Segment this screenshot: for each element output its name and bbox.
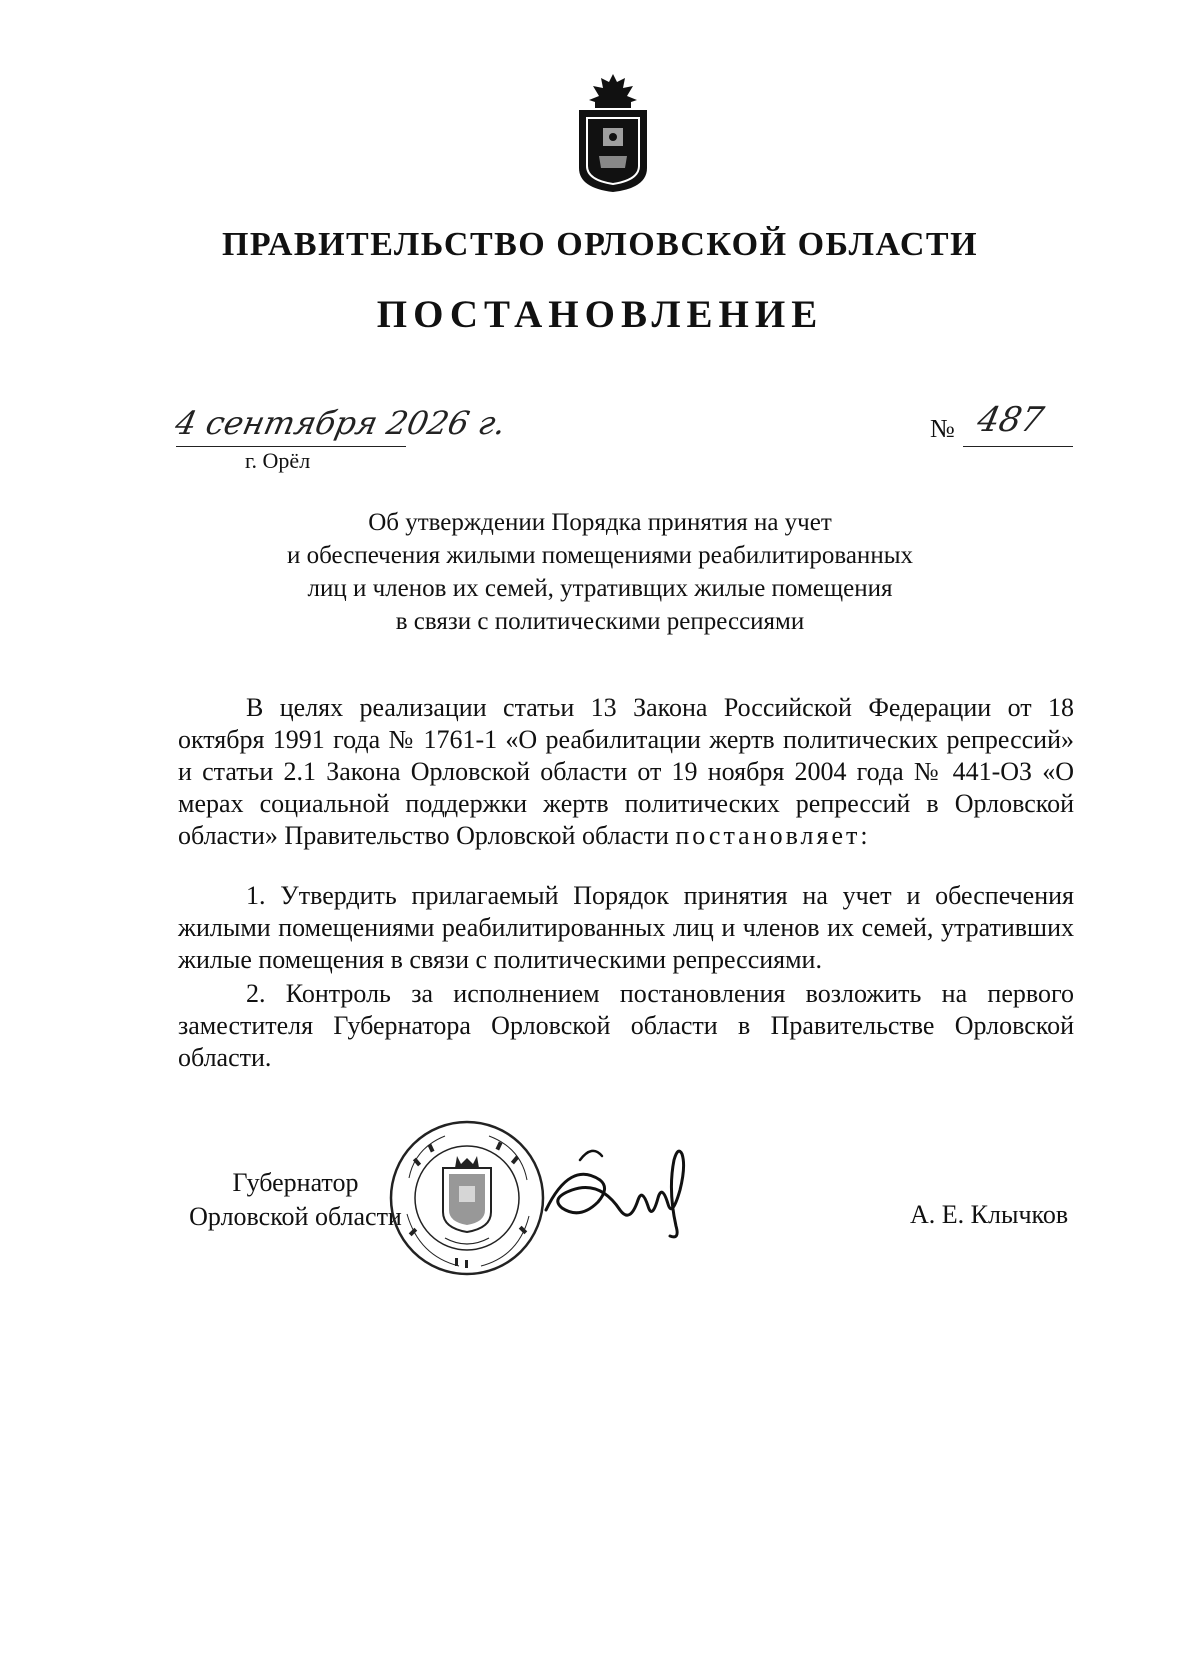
number-underline [963, 446, 1073, 447]
handwritten-date: 4 сентября 2026 г. [171, 404, 510, 442]
role-line: Губернатор [232, 1168, 359, 1197]
subject-line: и обеспечения жилыми помещениями реабилитированных [287, 542, 913, 569]
official-stamp [385, 1118, 550, 1278]
decree-word: постановляет: [675, 821, 871, 850]
item-2-paragraph [178, 978, 1074, 1074]
item-2-text: 2. Контроль за исполнением постановления возложить на первого заместителя Губернатора Орловской области в Правительстве Орловской области. [178, 979, 1074, 1072]
preamble-text: В целях реализации статьи 13 Закона Российской Федерации от 18 октября 1991 года № 1761-1 «О реабилитации жертв политических репрессий» и статьи 2.1 Закона Орловской области от 19 ноября 2004 года № 441-ОЗ «О мерах социальной поддержки жертв политических репрессий в Орловской области» Правительство Орловской области [178, 693, 1074, 850]
city-label: г. Орёл [245, 448, 311, 473]
item-1-text: 1. Утвердить прилагаемый Порядок принятия на учет и обеспечения жилыми помещениями реабилитированных лиц и членов их семей, утративших жилые помещения в связи с политическими репрессиями. [178, 881, 1074, 974]
document-subject [0, 506, 1200, 638]
subject-line: в связи с политическими репрессиями [395, 608, 805, 635]
signatory-role [178, 1166, 413, 1234]
date-underline [176, 446, 406, 447]
coat-of-arms-emblem [573, 72, 653, 194]
subject-line: Об утверждении Порядка принятия на учет [368, 509, 832, 536]
subject-line: лиц и членов их семей, утративщих жилые помещения [307, 575, 893, 602]
handwritten-signature [540, 1140, 705, 1260]
preamble-paragraph [178, 692, 1074, 852]
number-sign: № [930, 414, 955, 443]
organization-title: ПРАВИТЕЛЬСТВО ОРЛОВСКОЙ ОБЛАСТИ [221, 226, 979, 263]
item-1-paragraph [178, 880, 1074, 976]
role-line: Орловской области [189, 1202, 402, 1231]
signatory-name: А. Е. Клычков [910, 1200, 1069, 1229]
document-type-title: ПОСТАНОВЛЕНИЕ [376, 293, 824, 336]
handwritten-number: 487 [973, 400, 1048, 440]
